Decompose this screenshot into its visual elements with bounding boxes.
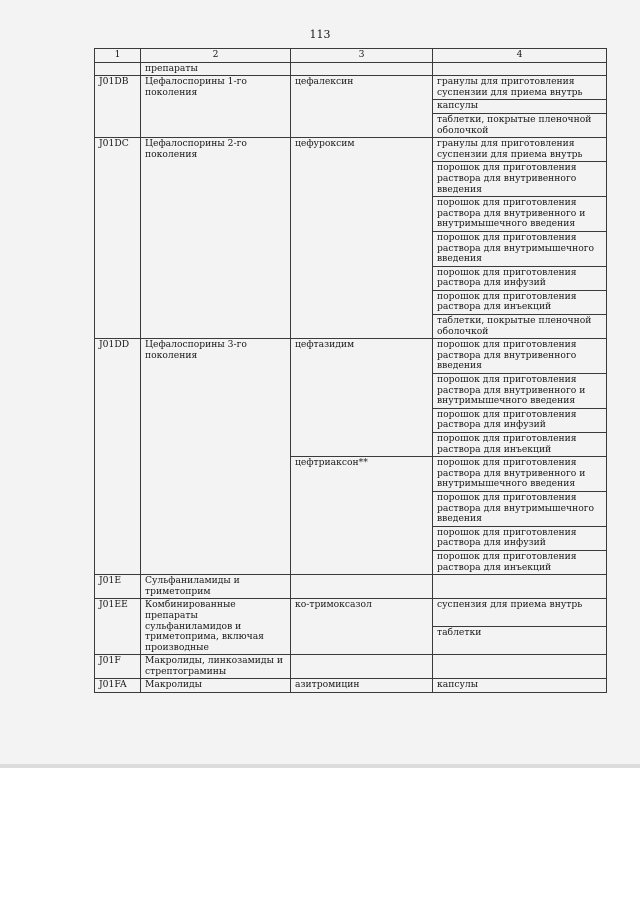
dosage-form-cell (433, 62, 607, 76)
column-header: 1 (95, 49, 141, 63)
column-header: 4 (433, 49, 607, 63)
atc-code-cell: J01DD (95, 339, 141, 575)
table-row (95, 679, 607, 693)
table-row (95, 62, 607, 76)
group-name-cell: Цефалоспорины 1-го поколения (141, 76, 291, 138)
page-number: 113 (309, 28, 331, 41)
drug-name-cell: цефтазидим (291, 339, 433, 457)
dosage-form-cell: порошок для приготовления раствора для внутримышечного введения (433, 491, 607, 526)
dosage-form-cell: капсулы (433, 100, 607, 114)
drug-table (94, 48, 607, 693)
dosage-form-cell: порошок для приготовления раствора для внутривенного введения (433, 162, 607, 197)
dosage-form-cell (433, 655, 607, 679)
dosage-form-cell: гранулы для приготовления суспензии для приема внутрь (433, 138, 607, 162)
atc-code-cell: J01F (95, 655, 141, 679)
group-name-cell: препараты (141, 62, 291, 76)
dosage-form-cell: порошок для приготовления раствора для инфузий (433, 408, 607, 432)
table-row (95, 76, 607, 100)
drug-name-cell (291, 62, 433, 76)
drug-name-cell: цефтриаксон** (291, 457, 433, 575)
column-header: 3 (291, 49, 433, 63)
dosage-form-cell: порошок для приготовления раствора для внутримышечного введения (433, 231, 607, 266)
atc-code-cell: J01DC (95, 138, 141, 339)
group-name-cell: Сульфаниламиды и триметоприм (141, 575, 291, 599)
table-row (95, 138, 607, 162)
drug-name-cell (291, 655, 433, 679)
dosage-form-cell: таблетки, покрытые пленочной оболочкой (433, 113, 607, 137)
table-header-row (95, 49, 607, 63)
dosage-form-cell: таблетки (433, 627, 607, 655)
dosage-form-cell: таблетки, покрытые пленочной оболочкой (433, 315, 607, 339)
dosage-form-cell: порошок для приготовления раствора для инъекций (433, 550, 607, 574)
group-name-cell: Макролиды (141, 679, 291, 693)
dosage-form-cell: капсулы (433, 679, 607, 693)
atc-code-cell (95, 62, 141, 76)
dosage-form-cell: порошок для приготовления раствора для инъекций (433, 290, 607, 314)
atc-code-cell: J01FA (95, 679, 141, 693)
atc-code-cell: J01EE (95, 599, 141, 655)
dosage-form-cell: порошок для приготовления раствора для инъекций (433, 433, 607, 457)
drug-name-cell: цефалексин (291, 76, 433, 138)
group-name-cell: Цефалоспорины 2-го поколения (141, 138, 291, 339)
drug-name-cell (291, 575, 433, 599)
dosage-form-cell: суспензия для приема внутрь (433, 599, 607, 627)
table-row (95, 655, 607, 679)
group-name-cell: Цефалоспорины 3-го поколения (141, 339, 291, 575)
atc-code-cell: J01E (95, 575, 141, 599)
dosage-form-cell: порошок для приготовления раствора для внутривенного и внутримышечного введения (433, 374, 607, 409)
dosage-form-cell: гранулы для приготовления суспензии для приема внутрь (433, 76, 607, 100)
drug-name-cell: цефуроксим (291, 138, 433, 339)
scan-edge (0, 764, 640, 768)
dosage-form-cell: порошок для приготовления раствора для внутривенного и внутримышечного введения (433, 457, 607, 492)
group-name-cell: Комбинированные препараты сульфаниламидов и триметоприма, включая производные (141, 599, 291, 655)
table-row (95, 339, 607, 374)
group-name-cell: Макролиды, линкозамиды и стрептограмины (141, 655, 291, 679)
dosage-form-cell (433, 575, 607, 599)
dosage-form-cell: порошок для приготовления раствора для внутривенного введения (433, 339, 607, 374)
drug-name-cell: ко-тримоксазол (291, 599, 433, 655)
table-row (95, 575, 607, 599)
drug-name-cell: азитромицин (291, 679, 433, 693)
column-header: 2 (141, 49, 291, 63)
table-row (95, 599, 607, 627)
dosage-form-cell: порошок для приготовления раствора для инфузий (433, 526, 607, 550)
dosage-form-cell: порошок для приготовления раствора для внутривенного и внутримышечного введения (433, 197, 607, 232)
atc-code-cell: J01DB (95, 76, 141, 138)
dosage-form-cell: порошок для приготовления раствора для инфузий (433, 266, 607, 290)
